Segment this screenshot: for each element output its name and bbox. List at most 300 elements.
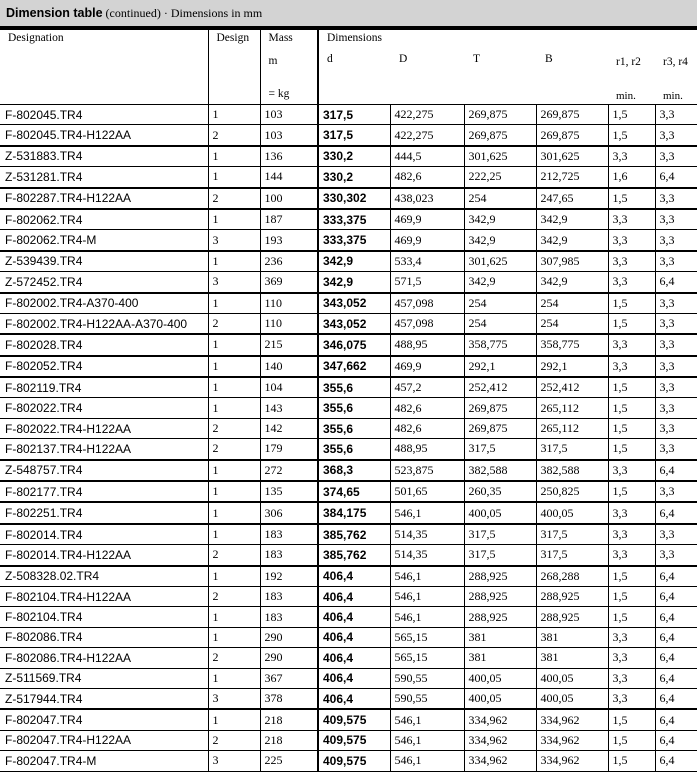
table-title-bold: Dimension table bbox=[6, 6, 103, 20]
cell-r12: 3,3 bbox=[608, 356, 655, 377]
cell-mass: 272 bbox=[260, 460, 318, 481]
cell-T: 269,875 bbox=[464, 418, 536, 438]
cell-r34: 3,3 bbox=[655, 209, 697, 230]
table-row bbox=[0, 566, 697, 587]
cell-B: 268,288 bbox=[536, 566, 608, 587]
table-row bbox=[0, 648, 697, 668]
header-dimensions bbox=[318, 30, 697, 105]
cell-D: 571,5 bbox=[390, 272, 464, 293]
cell-designation: Z-511569.TR4 bbox=[0, 668, 208, 688]
cell-r12: 1,5 bbox=[608, 293, 655, 314]
cell-d: 317,5 bbox=[318, 125, 390, 146]
cell-D: 457,2 bbox=[390, 377, 464, 398]
cell-design: 1 bbox=[208, 668, 260, 688]
cell-B: 292,1 bbox=[536, 356, 608, 377]
cell-d: 409,575 bbox=[318, 751, 390, 771]
cell-mass: 140 bbox=[260, 356, 318, 377]
table-row bbox=[0, 356, 697, 377]
cell-B: 212,725 bbox=[536, 167, 608, 188]
cell-design: 2 bbox=[208, 439, 260, 460]
cell-mass: 103 bbox=[260, 125, 318, 146]
table-row bbox=[0, 334, 697, 355]
cell-r12: 3,3 bbox=[608, 502, 655, 523]
cell-mass: 183 bbox=[260, 545, 318, 566]
cell-r34: 6,4 bbox=[655, 730, 697, 750]
cell-designation: F-802104.TR4-H122AA bbox=[0, 586, 208, 606]
cell-mass: 378 bbox=[260, 688, 318, 709]
cell-r12: 3,3 bbox=[608, 146, 655, 167]
header-mass-label: Mass bbox=[268, 32, 293, 44]
cell-d: 355,6 bbox=[318, 418, 390, 438]
table-row bbox=[0, 502, 697, 523]
cell-T: 254 bbox=[464, 188, 536, 209]
cell-B: 381 bbox=[536, 627, 608, 647]
cell-D: 469,9 bbox=[390, 356, 464, 377]
cell-mass: 369 bbox=[260, 272, 318, 293]
cell-mass: 183 bbox=[260, 524, 318, 545]
cell-d: 333,375 bbox=[318, 230, 390, 251]
cell-B: 400,05 bbox=[536, 502, 608, 523]
cell-B: 265,112 bbox=[536, 398, 608, 418]
cell-B: 317,5 bbox=[536, 439, 608, 460]
cell-d: 347,662 bbox=[318, 356, 390, 377]
cell-r12: 1,5 bbox=[608, 313, 655, 334]
cell-T: 334,962 bbox=[464, 751, 536, 771]
cell-designation: F-802002.TR4-A370-400 bbox=[0, 293, 208, 314]
cell-r34: 3,3 bbox=[655, 334, 697, 355]
cell-T: 301,625 bbox=[464, 146, 536, 167]
cell-D: 590,55 bbox=[390, 668, 464, 688]
cell-mass: 193 bbox=[260, 230, 318, 251]
cell-designation: F-802052.TR4 bbox=[0, 356, 208, 377]
cell-r12: 1,5 bbox=[608, 586, 655, 606]
cell-D: 546,1 bbox=[390, 751, 464, 771]
cell-T: 381 bbox=[464, 627, 536, 647]
cell-D: 546,1 bbox=[390, 730, 464, 750]
cell-r12: 1,5 bbox=[608, 751, 655, 771]
cell-designation: Z-531281.TR4 bbox=[0, 167, 208, 188]
cell-D: 501,65 bbox=[390, 481, 464, 502]
cell-design: 1 bbox=[208, 293, 260, 314]
cell-r34: 3,3 bbox=[655, 105, 697, 125]
cell-r34: 3,3 bbox=[655, 356, 697, 377]
cell-D: 457,098 bbox=[390, 313, 464, 334]
cell-r34: 6,4 bbox=[655, 688, 697, 709]
table-row bbox=[0, 398, 697, 418]
cell-D: 457,098 bbox=[390, 293, 464, 314]
cell-design: 1 bbox=[208, 502, 260, 523]
table-row bbox=[0, 251, 697, 272]
cell-r12: 3,3 bbox=[608, 460, 655, 481]
header-mass bbox=[260, 30, 318, 105]
cell-r34: 6,4 bbox=[655, 607, 697, 627]
table-row bbox=[0, 460, 697, 481]
cell-mass: 100 bbox=[260, 188, 318, 209]
cell-r12: 1,5 bbox=[608, 125, 655, 146]
table-row bbox=[0, 751, 697, 771]
cell-designation: F-802104.TR4 bbox=[0, 607, 208, 627]
cell-d: 409,575 bbox=[318, 730, 390, 750]
cell-designation: F-802119.TR4 bbox=[0, 377, 208, 398]
cell-designation: F-802047.TR4-H122AA bbox=[0, 730, 208, 750]
cell-r34: 3,3 bbox=[655, 125, 697, 146]
cell-designation: F-802002.TR4-H122AA-A370-400 bbox=[0, 313, 208, 334]
cell-mass: 215 bbox=[260, 334, 318, 355]
cell-mass: 218 bbox=[260, 709, 318, 730]
cell-designation: Z-508328.02.TR4 bbox=[0, 566, 208, 587]
cell-D: 590,55 bbox=[390, 688, 464, 709]
cell-r12: 3,3 bbox=[608, 524, 655, 545]
header-D: D bbox=[399, 53, 408, 65]
cell-B: 382,588 bbox=[536, 460, 608, 481]
cell-T: 342,9 bbox=[464, 209, 536, 230]
cell-B: 334,962 bbox=[536, 730, 608, 750]
table-row bbox=[0, 730, 697, 750]
cell-D: 438,023 bbox=[390, 188, 464, 209]
table-row bbox=[0, 481, 697, 502]
cell-designation: F-802287.TR4-H122AA bbox=[0, 188, 208, 209]
cell-d: 374,65 bbox=[318, 481, 390, 502]
cell-D: 546,1 bbox=[390, 586, 464, 606]
cell-D: 514,35 bbox=[390, 545, 464, 566]
cell-r34: 3,3 bbox=[655, 146, 697, 167]
cell-T: 269,875 bbox=[464, 398, 536, 418]
table-row bbox=[0, 545, 697, 566]
header-designation-label: Designation bbox=[8, 32, 64, 44]
cell-r34: 3,3 bbox=[655, 481, 697, 502]
cell-d: 406,4 bbox=[318, 586, 390, 606]
cell-mass: 290 bbox=[260, 627, 318, 647]
cell-B: 334,962 bbox=[536, 751, 608, 771]
cell-B: 254 bbox=[536, 293, 608, 314]
cell-d: 385,762 bbox=[318, 524, 390, 545]
cell-d: 385,762 bbox=[318, 545, 390, 566]
cell-designation: F-802062.TR4 bbox=[0, 209, 208, 230]
cell-design: 1 bbox=[208, 146, 260, 167]
cell-r34: 6,4 bbox=[655, 627, 697, 647]
cell-r34: 6,4 bbox=[655, 709, 697, 730]
cell-B: 358,775 bbox=[536, 334, 608, 355]
cell-T: 269,875 bbox=[464, 105, 536, 125]
cell-design: 2 bbox=[208, 313, 260, 334]
table-row bbox=[0, 439, 697, 460]
cell-D: 422,275 bbox=[390, 125, 464, 146]
cell-r12: 1,5 bbox=[608, 188, 655, 209]
cell-r12: 1,5 bbox=[608, 566, 655, 587]
cell-mass: 183 bbox=[260, 607, 318, 627]
header-d: d bbox=[327, 53, 333, 65]
table-row bbox=[0, 293, 697, 314]
cell-r12: 3,3 bbox=[608, 668, 655, 688]
header-mass-symbol: m bbox=[268, 55, 278, 67]
cell-designation: F-802014.TR4-H122AA bbox=[0, 545, 208, 566]
cell-D: 546,1 bbox=[390, 709, 464, 730]
cell-T: 334,962 bbox=[464, 709, 536, 730]
cell-d: 406,4 bbox=[318, 688, 390, 709]
cell-d: 368,3 bbox=[318, 460, 390, 481]
header-dimensions-label: Dimensions bbox=[327, 32, 382, 44]
cell-T: 400,05 bbox=[464, 688, 536, 709]
cell-r12: 3,3 bbox=[608, 209, 655, 230]
table-row bbox=[0, 209, 697, 230]
cell-B: 400,05 bbox=[536, 688, 608, 709]
cell-B: 269,875 bbox=[536, 125, 608, 146]
cell-T: 400,05 bbox=[464, 502, 536, 523]
cell-r34: 3,3 bbox=[655, 377, 697, 398]
cell-d: 409,575 bbox=[318, 709, 390, 730]
cell-d: 355,6 bbox=[318, 377, 390, 398]
cell-r12: 3,3 bbox=[608, 688, 655, 709]
cell-D: 546,1 bbox=[390, 607, 464, 627]
table-row bbox=[0, 709, 697, 730]
table-row bbox=[0, 188, 697, 209]
table-title bbox=[0, 0, 697, 26]
cell-B: 342,9 bbox=[536, 272, 608, 293]
cell-r34: 3,3 bbox=[655, 230, 697, 251]
cell-r12: 3,3 bbox=[608, 334, 655, 355]
cell-D: 444,5 bbox=[390, 146, 464, 167]
cell-r34: 3,3 bbox=[655, 398, 697, 418]
cell-design: 2 bbox=[208, 188, 260, 209]
table-body bbox=[0, 105, 697, 772]
cell-design: 1 bbox=[208, 627, 260, 647]
cell-B: 288,925 bbox=[536, 607, 608, 627]
header-design-label: Design bbox=[216, 32, 250, 44]
cell-d: 355,6 bbox=[318, 439, 390, 460]
dimension-table bbox=[0, 30, 697, 772]
cell-design: 1 bbox=[208, 481, 260, 502]
cell-designation: F-802062.TR4-M bbox=[0, 230, 208, 251]
cell-d: 333,375 bbox=[318, 209, 390, 230]
cell-B: 381 bbox=[536, 648, 608, 668]
cell-design: 2 bbox=[208, 125, 260, 146]
cell-B: 301,625 bbox=[536, 146, 608, 167]
cell-r34: 3,3 bbox=[655, 293, 697, 314]
cell-r34: 6,4 bbox=[655, 167, 697, 188]
cell-r12: 3,3 bbox=[608, 545, 655, 566]
cell-T: 260,35 bbox=[464, 481, 536, 502]
cell-r34: 6,4 bbox=[655, 460, 697, 481]
cell-mass: 306 bbox=[260, 502, 318, 523]
cell-design: 3 bbox=[208, 688, 260, 709]
cell-design: 1 bbox=[208, 209, 260, 230]
cell-T: 381 bbox=[464, 648, 536, 668]
cell-r12: 3,3 bbox=[608, 627, 655, 647]
cell-D: 533,4 bbox=[390, 251, 464, 272]
table-row bbox=[0, 105, 697, 125]
cell-B: 288,925 bbox=[536, 586, 608, 606]
cell-B: 342,9 bbox=[536, 209, 608, 230]
cell-d: 317,5 bbox=[318, 105, 390, 125]
cell-r34: 6,4 bbox=[655, 668, 697, 688]
cell-r12: 1,5 bbox=[608, 418, 655, 438]
table-row bbox=[0, 586, 697, 606]
table-header-row bbox=[0, 30, 697, 105]
table-row bbox=[0, 272, 697, 293]
table-row bbox=[0, 377, 697, 398]
cell-mass: 142 bbox=[260, 418, 318, 438]
cell-T: 288,925 bbox=[464, 566, 536, 587]
cell-r12: 1,5 bbox=[608, 105, 655, 125]
cell-d: 406,4 bbox=[318, 566, 390, 587]
cell-T: 342,9 bbox=[464, 230, 536, 251]
cell-D: 482,6 bbox=[390, 398, 464, 418]
cell-r34: 3,3 bbox=[655, 188, 697, 209]
cell-D: 488,95 bbox=[390, 334, 464, 355]
cell-design: 3 bbox=[208, 751, 260, 771]
cell-r12: 1,5 bbox=[608, 607, 655, 627]
cell-designation: F-802086.TR4 bbox=[0, 627, 208, 647]
cell-r34: 3,3 bbox=[655, 251, 697, 272]
cell-design: 2 bbox=[208, 418, 260, 438]
cell-T: 222,25 bbox=[464, 167, 536, 188]
cell-design: 2 bbox=[208, 648, 260, 668]
cell-design: 2 bbox=[208, 730, 260, 750]
cell-T: 400,05 bbox=[464, 668, 536, 688]
cell-r34: 3,3 bbox=[655, 524, 697, 545]
cell-r12: 1,5 bbox=[608, 439, 655, 460]
cell-design: 1 bbox=[208, 607, 260, 627]
cell-designation: F-802045.TR4-H122AA bbox=[0, 125, 208, 146]
cell-d: 384,175 bbox=[318, 502, 390, 523]
cell-r12: 3,3 bbox=[608, 648, 655, 668]
table-row bbox=[0, 167, 697, 188]
cell-designation: Z-531883.TR4 bbox=[0, 146, 208, 167]
table-row bbox=[0, 146, 697, 167]
table-row bbox=[0, 627, 697, 647]
cell-r34: 3,3 bbox=[655, 545, 697, 566]
table-row bbox=[0, 418, 697, 438]
cell-T: 288,925 bbox=[464, 607, 536, 627]
header-B: B bbox=[545, 53, 553, 65]
cell-mass: 143 bbox=[260, 398, 318, 418]
cell-d: 355,6 bbox=[318, 398, 390, 418]
cell-design: 1 bbox=[208, 460, 260, 481]
cell-T: 317,5 bbox=[464, 545, 536, 566]
cell-designation: F-802014.TR4 bbox=[0, 524, 208, 545]
cell-designation: F-802045.TR4 bbox=[0, 105, 208, 125]
cell-design: 1 bbox=[208, 334, 260, 355]
header-r34: r3, r4 bbox=[663, 56, 688, 68]
cell-d: 330,2 bbox=[318, 167, 390, 188]
cell-designation: Z-572452.TR4 bbox=[0, 272, 208, 293]
cell-T: 334,962 bbox=[464, 730, 536, 750]
cell-mass: 225 bbox=[260, 751, 318, 771]
cell-r12: 1,5 bbox=[608, 481, 655, 502]
cell-mass: 187 bbox=[260, 209, 318, 230]
cell-design: 1 bbox=[208, 524, 260, 545]
cell-r12: 1,5 bbox=[608, 398, 655, 418]
cell-r34: 6,4 bbox=[655, 272, 697, 293]
cell-T: 269,875 bbox=[464, 125, 536, 146]
table-row bbox=[0, 125, 697, 146]
cell-designation: F-802086.TR4-H122AA bbox=[0, 648, 208, 668]
table-row bbox=[0, 688, 697, 709]
cell-d: 342,9 bbox=[318, 251, 390, 272]
cell-D: 514,35 bbox=[390, 524, 464, 545]
cell-T: 254 bbox=[464, 293, 536, 314]
cell-T: 292,1 bbox=[464, 356, 536, 377]
cell-mass: 367 bbox=[260, 668, 318, 688]
header-mass-unit: = kg bbox=[268, 88, 290, 100]
cell-d: 343,052 bbox=[318, 313, 390, 334]
header-r12: r1, r2 bbox=[616, 56, 641, 68]
cell-D: 469,9 bbox=[390, 209, 464, 230]
header-r34-min: min. bbox=[663, 90, 683, 102]
cell-designation: F-802028.TR4 bbox=[0, 334, 208, 355]
table-row bbox=[0, 607, 697, 627]
cell-design: 1 bbox=[208, 105, 260, 125]
cell-designation: F-802137.TR4-H122AA bbox=[0, 439, 208, 460]
cell-design: 1 bbox=[208, 377, 260, 398]
cell-D: 482,6 bbox=[390, 167, 464, 188]
cell-designation: F-802022.TR4-H122AA bbox=[0, 418, 208, 438]
cell-r34: 6,4 bbox=[655, 502, 697, 523]
cell-designation: Z-517944.TR4 bbox=[0, 688, 208, 709]
cell-r34: 6,4 bbox=[655, 586, 697, 606]
cell-designation: F-802022.TR4 bbox=[0, 398, 208, 418]
table-title-rest: (continued) · Dimensions in mm bbox=[102, 6, 263, 20]
header-r12-min: min. bbox=[616, 90, 636, 102]
cell-B: 265,112 bbox=[536, 418, 608, 438]
cell-mass: 110 bbox=[260, 313, 318, 334]
cell-T: 254 bbox=[464, 313, 536, 334]
cell-B: 400,05 bbox=[536, 668, 608, 688]
table-row bbox=[0, 313, 697, 334]
cell-D: 523,875 bbox=[390, 460, 464, 481]
cell-r12: 3,3 bbox=[608, 272, 655, 293]
cell-d: 406,4 bbox=[318, 607, 390, 627]
cell-mass: 104 bbox=[260, 377, 318, 398]
cell-r34: 6,4 bbox=[655, 566, 697, 587]
cell-r34: 3,3 bbox=[655, 418, 697, 438]
cell-designation: F-802251.TR4 bbox=[0, 502, 208, 523]
cell-B: 269,875 bbox=[536, 105, 608, 125]
cell-design: 2 bbox=[208, 545, 260, 566]
header-design bbox=[208, 30, 260, 105]
cell-T: 317,5 bbox=[464, 439, 536, 460]
cell-T: 382,588 bbox=[464, 460, 536, 481]
cell-B: 307,985 bbox=[536, 251, 608, 272]
cell-designation: Z-548757.TR4 bbox=[0, 460, 208, 481]
cell-D: 565,15 bbox=[390, 627, 464, 647]
cell-T: 342,9 bbox=[464, 272, 536, 293]
cell-design: 1 bbox=[208, 251, 260, 272]
header-T: T bbox=[473, 53, 481, 65]
cell-r34: 6,4 bbox=[655, 648, 697, 668]
cell-B: 247,65 bbox=[536, 188, 608, 209]
cell-B: 250,825 bbox=[536, 481, 608, 502]
cell-T: 301,625 bbox=[464, 251, 536, 272]
cell-mass: 144 bbox=[260, 167, 318, 188]
cell-r34: 3,3 bbox=[655, 313, 697, 334]
cell-d: 330,302 bbox=[318, 188, 390, 209]
cell-mass: 236 bbox=[260, 251, 318, 272]
cell-mass: 103 bbox=[260, 105, 318, 125]
table-row bbox=[0, 668, 697, 688]
table-row bbox=[0, 230, 697, 251]
cell-D: 422,275 bbox=[390, 105, 464, 125]
cell-r12: 1,5 bbox=[608, 377, 655, 398]
cell-B: 334,962 bbox=[536, 709, 608, 730]
cell-r34: 3,3 bbox=[655, 439, 697, 460]
cell-D: 482,6 bbox=[390, 418, 464, 438]
cell-d: 343,052 bbox=[318, 293, 390, 314]
cell-designation: F-802047.TR4 bbox=[0, 709, 208, 730]
cell-D: 565,15 bbox=[390, 648, 464, 668]
cell-mass: 110 bbox=[260, 293, 318, 314]
cell-r12: 1,5 bbox=[608, 709, 655, 730]
